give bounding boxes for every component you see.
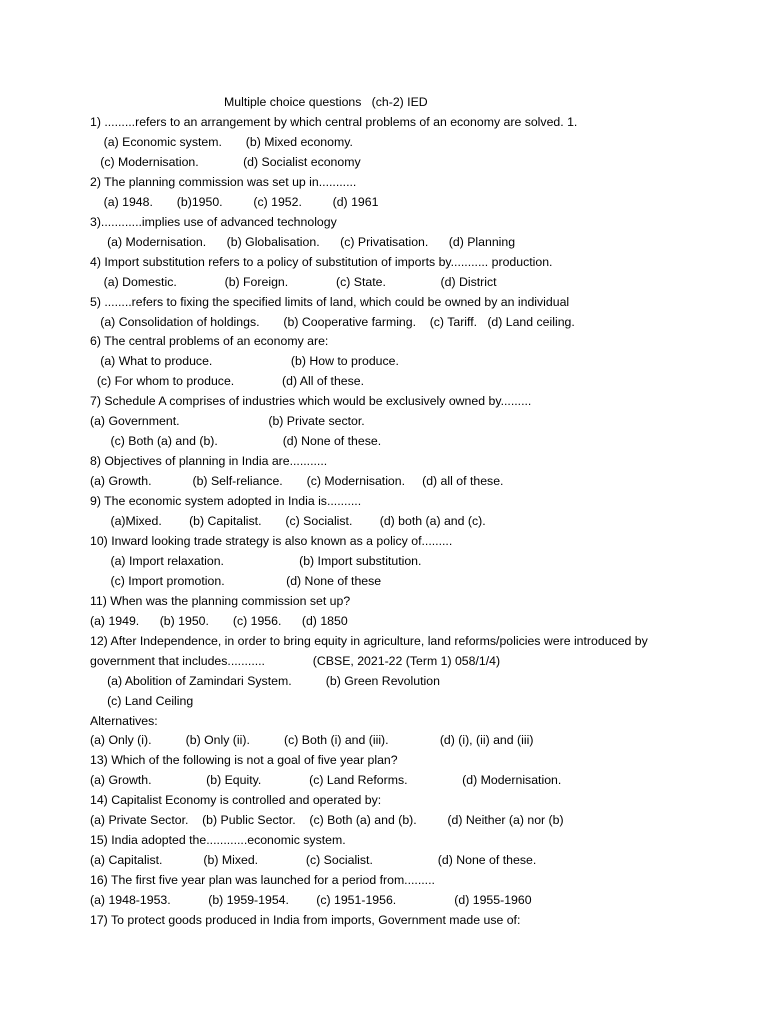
text-line: (c) Both (a) and (b). (d) None of these. <box>90 434 382 448</box>
text-line: (a) Modernisation. (b) Globalisation. (c) Privatisation. (d) Planning <box>90 235 516 249</box>
text-line: (a) Capitalist. (b) Mixed. (c) Socialist. (d) None of these. <box>90 853 537 867</box>
text-line: 8) Objectives of planning in India are........... <box>90 454 328 468</box>
text-line: 5) ........refers to fixing the specified limits of land, which could be owned by an individual <box>90 295 570 309</box>
text-line: (c) For whom to produce. (d) All of these. <box>90 374 365 388</box>
text-line: (a) Growth. (b) Equity. (c) Land Reforms. (d) Modernisation. <box>90 773 562 787</box>
text-line: (a) What to produce. (b) How to produce. <box>90 354 399 368</box>
text-line: (a) Government. (b) Private sector. <box>90 414 365 428</box>
text-line: 11) When was the planning commission set up? <box>90 594 351 608</box>
text-line: 13) Which of the following is not a goal of five year plan? <box>90 753 398 767</box>
text-line: 10) Inward looking trade strategy is also known as a policy of......... <box>90 534 453 548</box>
text-line: (a) 1949. (b) 1950. (c) 1956. (d) 1850 <box>90 614 348 628</box>
text-line: (a) Abolition of Zamindari System. (b) Green Revolution <box>90 674 440 688</box>
text-line: (c) Land Ceiling <box>90 694 194 708</box>
text-line: (c) Modernisation. (d) Socialist economy <box>90 155 361 169</box>
text-line: (a) Only (i). (b) Only (ii). (c) Both (i) and (iii). (d) (i), (ii) and (iii) <box>90 733 534 747</box>
page-title: Multiple choice questions (ch-2) IED <box>224 95 428 109</box>
text-line: (a) 1948-1953. (b) 1959-1954. (c) 1951-1956. (d) 1955-1960 <box>90 893 532 907</box>
text-line: (a)Mixed. (b) Capitalist. (c) Socialist. (d) both (a) and (c). <box>90 514 486 528</box>
text-line: 17) To protect goods produced in India from imports, Government made use of: <box>90 913 521 927</box>
text-line: (a) Private Sector. (b) Public Sector. (c) Both (a) and (b). (d) Neither (a) nor (b) <box>90 813 564 827</box>
text-line: (a) Consolidation of holdings. (b) Cooperative farming. (c) Tariff. (d) Land ceiling. <box>90 315 575 329</box>
text-line: (a) Import relaxation. (b) Import substitution. <box>90 554 422 568</box>
text-line: 6) The central problems of an economy are: <box>90 334 329 348</box>
text-line: 15) India adopted the............economic system. <box>90 833 346 847</box>
text-line: government that includes........... (CBSE, 2021-22 (Term 1) 058/1/4) <box>90 654 501 668</box>
text-line: 2) The planning commission was set up in........... <box>90 175 357 189</box>
text-line: 7) Schedule A comprises of industries which would be exclusively owned by......... <box>90 394 532 408</box>
text-line: 12) After Independence, in order to bring equity in agriculture, land reforms/policies were introduced by <box>90 634 648 648</box>
text-line: (a) Growth. (b) Self-reliance. (c) Modernisation. (d) all of these. <box>90 474 504 488</box>
text-line: 3)............implies use of advanced technology <box>90 215 337 229</box>
text-line: (c) Import promotion. (d) None of these <box>90 574 382 588</box>
text-line: Alternatives: <box>90 714 158 728</box>
text-line: (a) 1948. (b)1950. (c) 1952. (d) 1961 <box>90 195 379 209</box>
text-line: 14) Capitalist Economy is controlled and operated by: <box>90 793 382 807</box>
text-line: 4) Import substitution refers to a policy of substitution of imports by........... production. <box>90 255 553 269</box>
text-line: 9) The economic system adopted in India is.......... <box>90 494 362 508</box>
text-line: 1) .........refers to an arrangement by which central problems of an economy are solved. 1. <box>90 115 578 129</box>
text-line: (a) Domestic. (b) Foreign. (c) State. (d) District <box>90 275 497 289</box>
text-line: (a) Economic system. (b) Mixed economy. <box>90 135 353 149</box>
text-line: 16) The first five year plan was launched for a period from......... <box>90 873 435 887</box>
